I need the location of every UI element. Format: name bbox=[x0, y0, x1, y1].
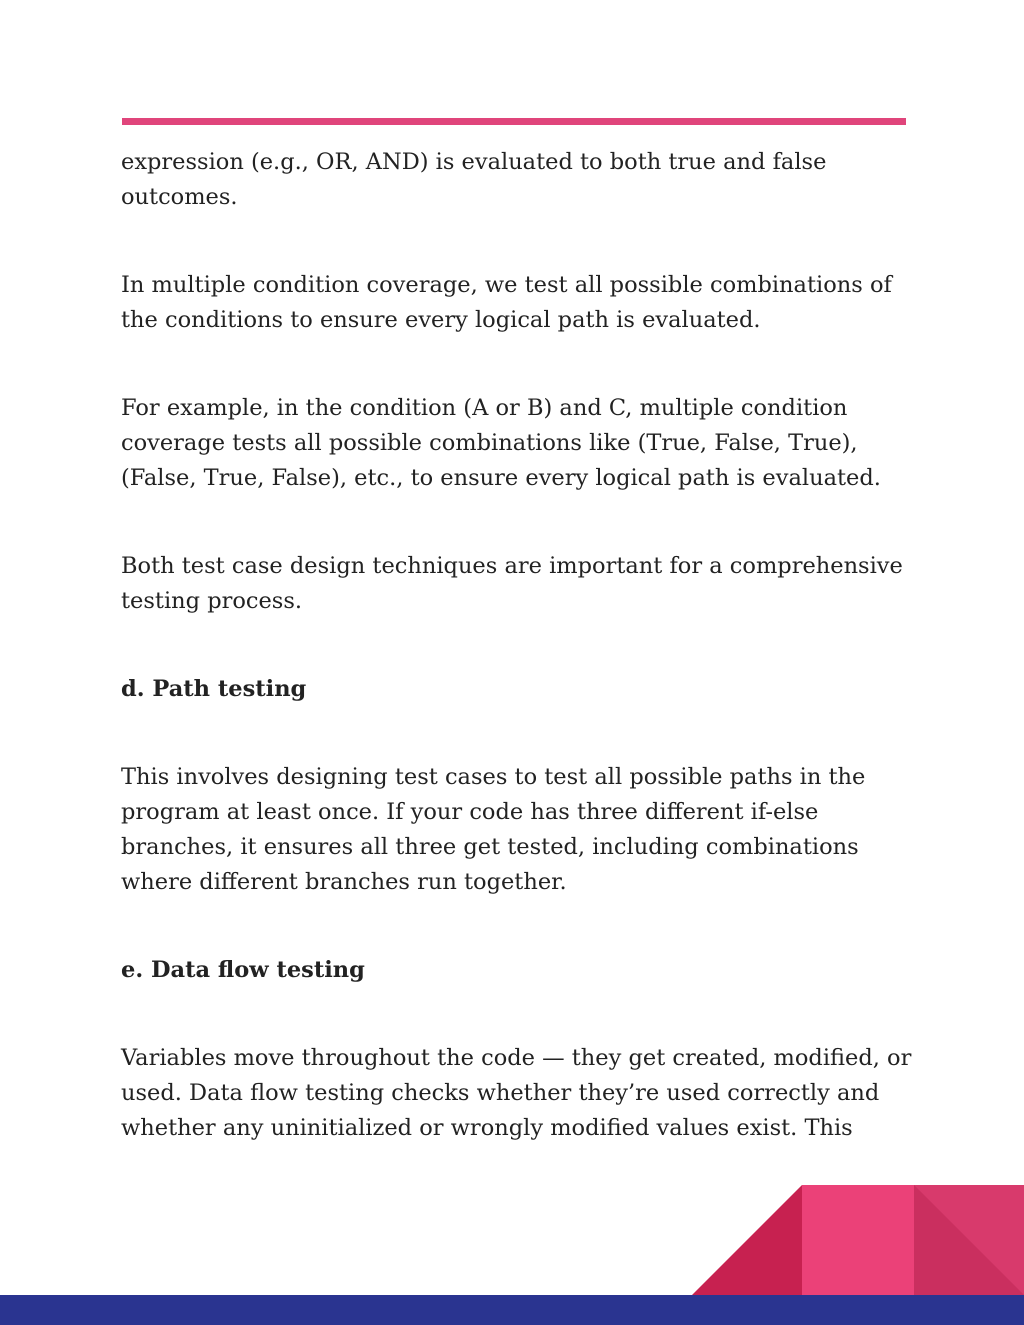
navy-footer-bar bbox=[0, 1295, 1024, 1325]
paragraph-condition-coverage-continued: expression (e.g., OR, AND) is evaluated to both true and false outcomes. bbox=[121, 149, 827, 210]
paragraph-path-testing: This involves designing test cases to test all possible paths in the program at least once. If your code has three different if-else branches, it ensures all three get tested, including combinations where different branches run together. bbox=[121, 764, 866, 895]
pink-block bbox=[802, 1185, 914, 1295]
paragraph-data-flow-testing: Variables move throughout the code — they get created, modified, or used. Data flow testing checks whether they’re used correctly and whether any uninitialized or wrongly modified values exist. This bbox=[121, 1045, 912, 1141]
paragraph-example: For example, in the condition (A or B) and C, multiple condition coverage tests all possible combinations like (True, False, True), (False, True, False), etc., to ensure every logical path is evaluated. bbox=[121, 395, 881, 491]
heading-data-flow-testing: e. Data flow testing bbox=[121, 957, 365, 983]
document-body bbox=[121, 145, 916, 1199]
footer-decoration bbox=[0, 1185, 1024, 1325]
paragraph-both-techniques: Both test case design techniques are important for a comprehensive testing process. bbox=[121, 553, 903, 614]
paragraph-multiple-condition-coverage: In multiple condition coverage, we test all possible combinations of the conditions to ensure every logical path is evaluated. bbox=[121, 272, 892, 333]
heading-path-testing: d. Path testing bbox=[121, 676, 307, 702]
crimson-triangle bbox=[692, 1185, 802, 1295]
top-accent-rule bbox=[122, 118, 906, 125]
